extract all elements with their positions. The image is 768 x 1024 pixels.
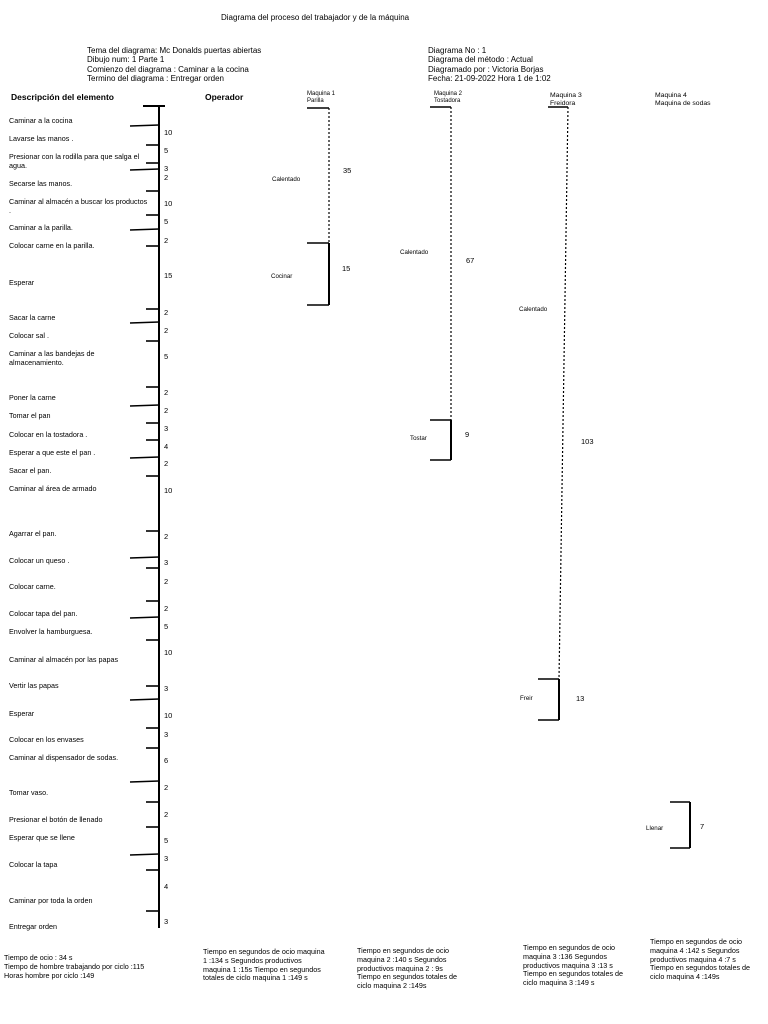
element-item: Tomar el pan: [9, 411, 51, 420]
operator-time: 2: [164, 459, 169, 468]
element-item: Esperar: [9, 278, 35, 287]
m2-subtitle: Tostadora: [434, 97, 461, 104]
m2-work-label: Tostar: [410, 435, 427, 442]
operator-time: 4: [164, 882, 169, 891]
element-item: Colocar en la tostadora .: [9, 430, 88, 439]
operator-time: 3: [164, 917, 169, 926]
operator-tick: [130, 457, 159, 458]
operator-time: 3: [164, 164, 169, 173]
operator-time: 3: [164, 684, 169, 693]
m1-idle-label: Calentado: [272, 176, 301, 183]
operator-time: 2: [164, 532, 169, 541]
operator-time: 2: [164, 604, 169, 613]
operator-tick: [130, 322, 159, 323]
footer-machine-2: Tiempo en segundos de ocio maquina 2 :140 s Segundos productivos maquina 2 : 9s Tiempo en segundos totales de ciclo maquina 2 :149s: [357, 946, 458, 991]
col-operator: Operador: [205, 92, 244, 102]
operator-time: 4: [164, 442, 169, 451]
operator-time: 5: [164, 352, 169, 361]
header-drawing-num: Dibujo num: 1 Parte 1: [87, 55, 165, 65]
element-item: Colocar un queso .: [9, 556, 70, 565]
element-item: Colocar carne en la parilla.: [9, 241, 95, 250]
header-author: Diagramado por : Victoria Borjas: [428, 64, 544, 74]
m3-work-label: Freir: [520, 695, 533, 702]
element-item: Colocar tapa del pan.: [9, 609, 78, 618]
element-item: Caminar al almacén a buscar los productos .: [9, 197, 148, 215]
col-description: Descripción del elemento: [11, 92, 114, 102]
operator-time: 5: [164, 217, 169, 226]
element-item: Esperar que se llene: [9, 833, 75, 842]
element-item: Presionar con la rodilla para que salga el agua.: [9, 152, 140, 170]
header-end: Termino del diagrama : Entregar orden: [87, 74, 224, 84]
footer-working: Tiempo de hombre trabajando por ciclo :115: [4, 961, 145, 971]
operator-time: 2: [164, 326, 169, 335]
element-item: Poner la carne: [9, 393, 56, 402]
element-item: Sacar la carne: [9, 313, 56, 322]
operator-time: 10: [164, 128, 173, 137]
operator-tick: [130, 699, 159, 700]
footer-machine-4: Tiempo en segundos de ocio maquina 4 :142 s Segundos productivos maquina 4 :7 s Tiempo en segundos totales de ciclo maquina 4 :149s: [650, 937, 751, 982]
operator-time: 2: [164, 406, 169, 415]
element-item: Colocar carne.: [9, 582, 56, 591]
element-item: Envolver la hamburguesa.: [9, 627, 93, 636]
operator-time: 3: [164, 730, 169, 739]
operator-time: 10: [164, 711, 173, 720]
m4-title: Maquina 4: [655, 92, 687, 99]
operator-time: 2: [164, 236, 169, 245]
element-item: Agarrar el pan.: [9, 529, 57, 538]
operator-time: 2: [164, 810, 169, 819]
element-item: Colocar en los envases: [9, 735, 84, 744]
operator-time: 15: [164, 271, 173, 280]
element-item: Caminar a la parilla.: [9, 223, 73, 232]
header-diagram-no: Diagrama No : 1: [428, 46, 487, 55]
m4-subtitle: Maquina de sodas: [655, 99, 711, 107]
header-method: Diagrama del método : Actual: [428, 55, 533, 65]
m1-idle-time: 35: [343, 166, 352, 175]
operator-time: 5: [164, 146, 169, 155]
operator-time: 6: [164, 756, 169, 765]
operator-time: 3: [164, 558, 169, 567]
m3-title: Maquina 3: [550, 92, 582, 99]
operator-time: 5: [164, 622, 169, 631]
footer-machine-1: Tiempo en segundos de ocio maquina 1 :134 s Segundos productivos maquina 1 :15s Tiempo en segundos totales de ciclo maquina 1 :149 s: [203, 947, 325, 983]
element-item: Esperar: [9, 709, 35, 718]
element-item: Entregar orden: [9, 922, 57, 931]
element-item: Lavarse las manos .: [9, 134, 74, 143]
operator-time: 3: [164, 424, 169, 433]
footer-idle: Tiempo de ocio : 34 s: [4, 953, 73, 962]
m1-title: Maquina 1: [307, 91, 336, 97]
operator-time: 2: [164, 577, 169, 586]
element-item: Esperar a que este el pan .: [9, 448, 96, 457]
operator-tick: [130, 125, 159, 126]
element-item: Caminar a las bandejas de almacenamiento.: [9, 349, 95, 367]
element-item: Caminar al almacén por las papas: [9, 655, 119, 664]
element-item: Tomar vaso.: [9, 788, 49, 797]
element-item: Secarse las manos.: [9, 179, 73, 188]
m1-work-label: Cocinar: [271, 273, 293, 280]
footer-operator: [4, 954, 199, 980]
element-item: Colocar sal .: [9, 331, 49, 340]
m2-idle-label: Calentado: [400, 249, 429, 256]
operator-time: 10: [164, 199, 173, 208]
element-item: Caminar al dispensador de sodas.: [9, 753, 119, 762]
m3-work-time: 13: [576, 694, 585, 703]
operator-tick: [130, 405, 159, 406]
header-topic: Tema del diagrama: Mc Donalds puertas abiertas: [87, 46, 262, 55]
m2-idle-time: 67: [466, 256, 475, 265]
m3-idle-line: [559, 107, 568, 679]
operator-time: 10: [164, 486, 173, 495]
page-title: Diagrama del proceso del trabajador y de la máquina: [221, 13, 410, 22]
m2-work-time: 9: [465, 430, 470, 439]
m4-work-time: 7: [700, 822, 705, 831]
element-item: Caminar por toda la orden: [9, 896, 93, 905]
element-item: Colocar la tapa: [9, 860, 58, 869]
element-item: Vertir las papas: [9, 681, 59, 690]
operator-time: 3: [164, 854, 169, 863]
m3-subtitle: Freidora: [550, 99, 576, 107]
operator-time: 2: [164, 173, 169, 182]
m3-idle-time: 103: [581, 437, 594, 446]
m2-title: Maquina 2: [434, 91, 463, 97]
operator-time: 2: [164, 783, 169, 792]
m1-subtitle: Parilla: [307, 97, 324, 104]
operator-time: 10: [164, 648, 173, 657]
footer-machine-3: Tiempo en segundos de ocio maquina 3 :136 Segundos productivos maquina 3 :13 s Tiempo en segundos totales de ciclo maquina 3 :149 s: [523, 943, 624, 988]
element-item: Sacar el pan.: [9, 466, 52, 475]
footer-hours: Horas hombre por ciclo :149: [4, 970, 95, 980]
header-start: Comienzo del diagrama : Caminar a la cocina: [87, 64, 249, 74]
operator-tick: [130, 854, 159, 855]
m1-work-time: 15: [342, 264, 351, 273]
operator-time: 2: [164, 308, 169, 317]
operator-time: 5: [164, 836, 169, 845]
m4-work-label: Llenar: [646, 825, 664, 832]
element-item: Caminar al área de armado: [9, 484, 97, 493]
operator-tick: [130, 781, 159, 782]
element-item: Presionar el botón de llenado: [9, 815, 103, 824]
operator-time: 2: [164, 388, 169, 397]
m3-idle-label: Calentado: [519, 306, 548, 313]
element-item: Caminar a la cocina: [9, 116, 73, 125]
header-date: Fecha: 21-09-2022 Hora 1 de 1:02: [428, 74, 551, 84]
